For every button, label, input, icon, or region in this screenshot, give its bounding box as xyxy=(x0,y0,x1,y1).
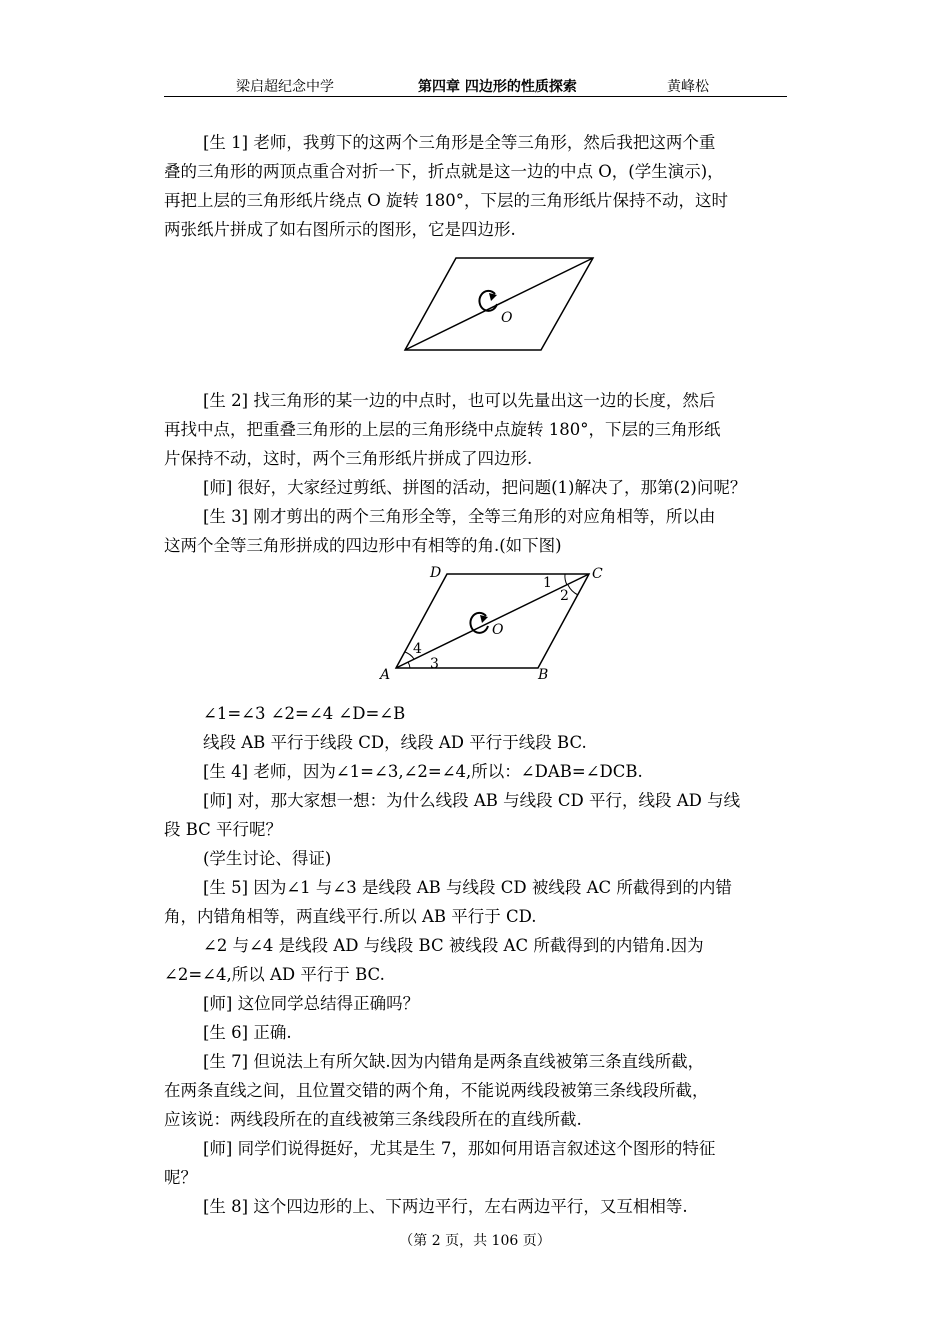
angle-3-label: 3 xyxy=(430,656,439,672)
label-b: B xyxy=(538,667,549,683)
angle-2-label: 2 xyxy=(560,588,569,604)
s1-line2: 叠的三角形的两顶点重合对折一下，折点就是这一边的中点 O，(学生演示)， xyxy=(164,162,724,181)
angle-4-label: 4 xyxy=(413,641,422,657)
rotation-arc xyxy=(479,291,497,311)
s2-line2: 再找中点，把重叠三角形的上层的三角形绕中点旋转 180°，下层的三角形纸 xyxy=(164,420,721,439)
s2-line1: [生 2] 找三角形的某一边的中点时，也可以先量出这一边的长度，然后 xyxy=(203,391,716,410)
angle-1-arc xyxy=(565,574,567,585)
s3-line2: 这两个全等三角形拼成的四边形中有相等的角.(如下图) xyxy=(164,536,562,555)
s1-line4: 两张纸片拼成了如右图所示的图形，它是四边形. xyxy=(164,220,516,239)
teacher-4-line1: [师] 同学们说得挺好，尤其是生 7，那如何用语言叙述这个图形的特征 xyxy=(203,1139,716,1158)
teacher-1: [师] 很好，大家经过剪纸、拼图的活动，把问题(1)解决了，那第(2)问呢？ xyxy=(203,478,747,497)
page-header xyxy=(164,76,787,97)
angle-equalities: ∠1=∠3 ∠2=∠4 ∠D=∠B xyxy=(203,704,406,723)
header-school: 梁启超纪念中学 xyxy=(236,79,334,95)
s7-line1: [生 7] 但说法上有所欠缺.因为内错角是两条直线被第三条直线所截， xyxy=(203,1052,705,1071)
rotation-arc xyxy=(470,613,488,633)
s6: [生 6] 正确. xyxy=(203,1023,292,1042)
rotation-arrow xyxy=(480,615,488,623)
figure-parallelogram-abcd xyxy=(375,560,615,685)
parallel-statement: 线段 AB 平行于线段 CD，线段 AD 平行于线段 BC. xyxy=(203,733,587,752)
header-chapter: 第四章 四边形的性质探索 xyxy=(418,79,577,95)
s7-line2: 在两条直线之间，且位置交错的两个角，不能说两线段被第三条线段所截， xyxy=(164,1081,709,1100)
label-c: C xyxy=(592,566,603,582)
teacher-4-line2: 呢？ xyxy=(164,1168,197,1187)
teacher-2-line2: 段 BC 平行呢？ xyxy=(164,820,283,839)
s5-line4: ∠2=∠4,所以 AD 平行于 BC. xyxy=(164,965,385,984)
label-a: A xyxy=(380,667,391,683)
header-author: 黄峰松 xyxy=(667,79,709,95)
label-d: D xyxy=(430,565,442,581)
s8: [生 8] 这个四边形的上、下两边平行，左右两边平行，又互相相等. xyxy=(203,1197,688,1216)
s5-line2: 角，内错角相等，两直线平行.所以 AB 平行于 CD. xyxy=(164,907,537,926)
s7-line3: 应该说：两线段所在的直线被第三条线段所在的直线所截. xyxy=(164,1110,582,1129)
s2-line3: 片保持不动，这时，两个三角形纸片拼成了四边形. xyxy=(164,449,533,468)
angle-3-arc xyxy=(408,662,410,668)
angle-2-arc xyxy=(568,585,578,595)
s5-line1: [生 5] 因为∠1 与∠3 是线段 AB 与线段 CD 被线段 AC 所截得到的内错 xyxy=(203,878,732,897)
label-o: O xyxy=(492,622,504,638)
rotation-arrow xyxy=(489,293,497,301)
s3-line1: [生 3] 刚才剪出的两个三角形全等，全等三角形的对应角相等，所以由 xyxy=(203,507,716,526)
teacher-3: [师] 这位同学总结得正确吗？ xyxy=(203,994,420,1013)
teacher-2-line1: [师] 对，那大家想一想：为什么线段 AB 与线段 CD 平行，线段 AD 与线 xyxy=(203,791,741,810)
label-o: O xyxy=(501,310,513,326)
figure-folded-triangles xyxy=(395,250,605,360)
discussion-note: (学生讨论、得证) xyxy=(203,849,332,868)
s5-line3: ∠2 与∠4 是线段 AD 与线段 BC 被线段 AC 所截得到的内错角.因为 xyxy=(203,936,704,955)
angle-1-label: 1 xyxy=(543,575,552,591)
diagonal xyxy=(405,258,593,350)
s1-line3: 再把上层的三角形纸片绕点 O 旋转 180°，下层的三角形纸片保持不动，这时 xyxy=(164,191,729,210)
s1-line1: [生 1] 老师，我剪下的这两个三角形是全等三角形，然后我把这两个重 xyxy=(203,133,716,152)
page-footer: （第 2 页，共 106 页） xyxy=(399,1233,551,1249)
s4: [生 4] 老师，因为∠1=∠3,∠2=∠4,所以：∠DAB=∠DCB. xyxy=(203,762,643,781)
